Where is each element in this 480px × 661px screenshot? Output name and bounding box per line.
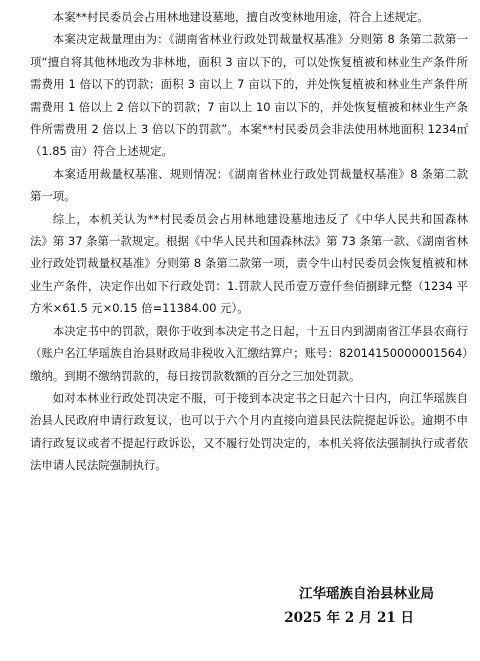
paragraph-conclusion: 本案**村民委员会占用林地建设墓地，擅自改变林地用途，符合上述规定。 — [52, 10, 429, 24]
paragraph-decision: 综上，本机关认为**村民委员会占用林地建设墓地违反了《中华人民共和国森林法》第 37 条第一款规定。根据《中华人民共和国森林法》第 73 条第一款、《湖南省林业行政处罚裁量权基准》分则第 8 条第二款第一项，责令牛山村民委员会恢复植被和林业生产条件，决定作出如下行政处罚：1.罚款人民币壹万壹仟叁佰捌肆元整（1234 平方米×61.5 元×0.15 倍=11384.00 元）。 — [30, 211, 468, 316]
paragraph-discretion-reason: 本案决定裁量理由为：《湖南省林业行政处罚裁量权基准》分则第 8 条第二款第一项“擅自将其他林地改为非林地，面积 3 亩以下的，可以处恢复植被和林业生产条件所需费用 1 倍以下的罚款；面积 3 亩以上 7 亩以下的，并处恢复植被和林业生产条件所需费用 1 倍以上 2 倍以下的罚款；7 亩以上 10 亩以下的，并处恢复植被和林业生产条件所需费用 2 倍以上 3 倍以下的罚款”。本案**村民委员会非法使用林地面积 1234㎡（1.85 亩）符合上述规定。 — [30, 32, 468, 159]
signature-organization: 江华瑶族自治县林业局 — [299, 586, 434, 602]
paragraph-discretion-basis: 本案适用裁量权基准、规则情况：《湖南省林业行政处罚裁量权基准》8 条第二款第一项。 — [30, 166, 468, 204]
paragraph-appeal: 如对本林业行政处罚决定不服，可于接到本决定书之日起六十日内，向江华瑶族自治县人民政府申请行政复议，也可以于六个月内直接向道县民法院提起诉讼。逾期不申请行政复议或者不提起行政诉讼，又不履行处罚决定的，本机关将依法强制执行或者依法申请人民法院强制执行。 — [30, 390, 468, 473]
signature-date: 2025 年 2 月 21 日 — [284, 610, 414, 626]
paragraph-payment: 本决定书中的罚款，限你于收到本决定书之日起，十五日内到湖南省江华县农商行（账户名江华瑶族自治县财政局非税收入汇缴结算户；账号：82014150000001564）缴纳。到期不缴纳罚款的，每日按罚款数额的百分之三加处罚款。 — [30, 323, 468, 383]
